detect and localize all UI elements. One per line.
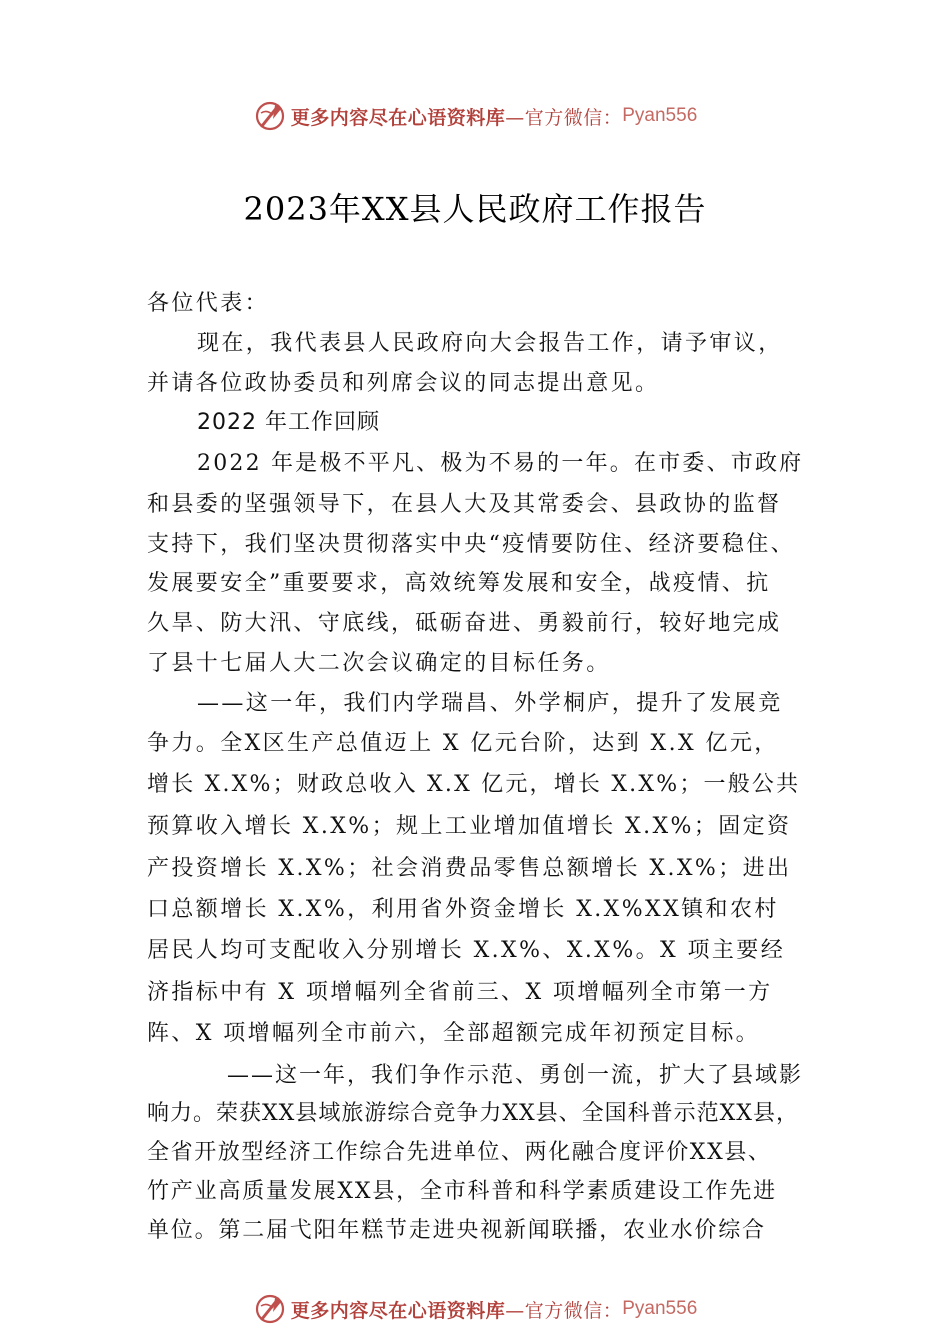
paragraph-line: 产投资增长 X.X%；社会消费品零售总额增长 X.X%；进出 [147, 856, 792, 881]
paragraph-line: 支持下，我们坚决贯彻落实中央“疫情要防住、经济要稳住、 [147, 532, 796, 557]
watermark-account: Pyan556 [622, 105, 698, 126]
paragraph-line: 预算收入增长 X.X%；规上工业增加值增长 X.X%；固定资 [147, 814, 792, 839]
paragraph-line: 响力。荣获XX县域旅游综合竞争力XX县、全国科普示范XX县， [147, 1101, 799, 1126]
paragraph-line: ——这一年，我们内学瑞昌、外学桐庐，提升了发展竞 [197, 691, 783, 716]
paragraph-line: 口总额增长 X.X%，利用省外资金增长 X.X%XX镇和农村 [147, 897, 779, 922]
paragraph-line: 济指标中有 X 项增幅列全省前三、X 项增幅列全市第一方 [147, 980, 773, 1005]
document-title: 2023年XX县人民政府工作报告 [243, 190, 707, 228]
intro-line: 并请各位政协委员和列席会议的同志提出意见。 [147, 371, 660, 396]
paragraph-line: 增长 X.X%；财政总收入 X.X 亿元，增长 X.X%；一般公共 [147, 772, 801, 797]
paragraph-line: 久旱、防大汛、守底线，砥砺奋进、勇毅前行，较好地完成 [147, 611, 782, 636]
salutation: 各位代表： [147, 291, 270, 316]
paragraph-line: 全省开放型经济工作综合先进单位、两化融合度评价XX县、 [147, 1140, 772, 1165]
paragraph-line: 单位。第二届弋阳年糕节走进央视新闻联播，农业水价综合 [147, 1218, 766, 1243]
paragraph-line: 居民人均可支配收入分别增长 X.X%、X.X%。X 项主要经 [147, 938, 786, 963]
intro-line: 现在，我代表县人民政府向大会报告工作，请予审议， [197, 331, 783, 356]
watermark-main-text: 更多内容尽在心语资料库 [290, 106, 506, 129]
watermark-account: Pyan556 [622, 1298, 698, 1319]
watermark-banner-bottom [0, 1289, 950, 1329]
watermark-main-text: 更多内容尽在心语资料库 [290, 1299, 506, 1322]
pen-logo-icon [253, 1292, 287, 1326]
paragraph-line: 2022 年是极不平凡、极为不易的一年。在市委、市政府 [197, 451, 804, 476]
watermark-separator: —官方微信： [505, 106, 623, 129]
paragraph-line: ——这一年，我们争作示范、勇创一流，扩大了县域影 [227, 1063, 804, 1088]
pen-logo-icon [253, 99, 287, 133]
watermark-separator: —官方微信： [505, 1299, 623, 1322]
watermark-banner-top [0, 96, 950, 136]
paragraph-line: 了县十七届人大二次会议确定的目标任务。 [147, 651, 611, 676]
section-heading: 2022 年工作回顾 [197, 410, 380, 435]
paragraph-line: 争力。全X区生产总值迈上 X 亿元台阶，达到 X.X 亿元， [147, 731, 779, 756]
paragraph-line: 竹产业高质量发展XX县，全市科普和科学素质建设工作先进 [147, 1179, 777, 1204]
paragraph-line: 和县委的坚强领导下，在县人大及其常委会、县政协的监督 [147, 492, 782, 517]
paragraph-line: 发展要安全”重要要求，高效统筹发展和安全，战疫情、抗 [147, 571, 771, 596]
paragraph-line: 阵、X 项增幅列全市前六，全部超额完成年初预定目标。 [147, 1021, 761, 1046]
